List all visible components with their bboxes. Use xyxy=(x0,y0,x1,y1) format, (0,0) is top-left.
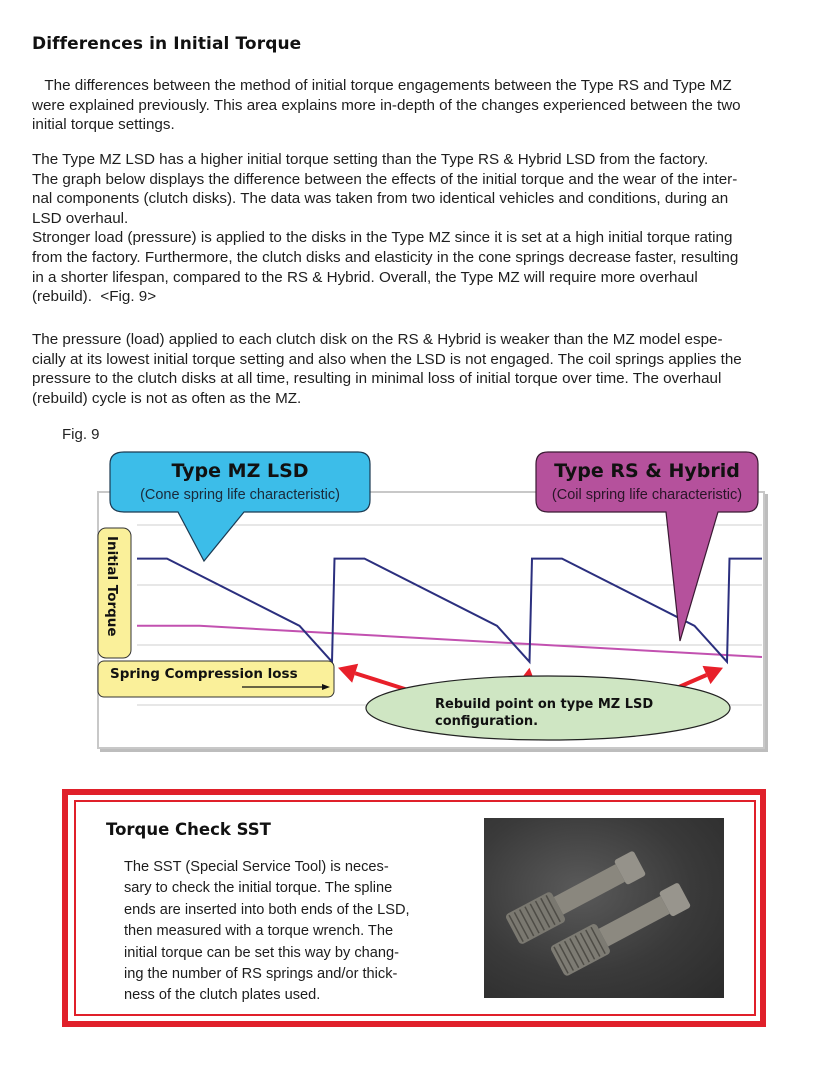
callout-title-mz: Type MZ LSD xyxy=(171,460,309,482)
text-line: ness of the clutch plates used. xyxy=(124,987,321,1004)
comparison-paragraph xyxy=(32,150,802,307)
callout-subtitle-rs: (Coil spring life characteristic) xyxy=(551,487,743,503)
text-line: in a shorter lifespan, compared to the RS & Hybrid. Overall, the Type MZ will require more overhaul xyxy=(32,268,698,286)
rebuild-annotation xyxy=(366,676,730,740)
text-line: The SST (Special Service Tool) is neces- xyxy=(124,859,389,875)
text-line: sary to check the initial torque. The spline xyxy=(124,880,393,897)
text-line: pressure to the clutch disks at all time, resulting in minimal loss of initial torque over time. The overhaul xyxy=(32,370,722,388)
text-line: (rebuild) cycle is not as often as the MZ. xyxy=(32,389,302,407)
intro-paragraph xyxy=(32,76,802,135)
rs-hybrid-paragraph xyxy=(32,330,802,408)
text-line: The pressure (load) applied to each clutch disk on the RS & Hybrid is weaker than the MZ model espe- xyxy=(32,331,723,348)
sst-description xyxy=(124,857,464,1007)
figure-label: Fig. 9 xyxy=(62,426,100,443)
y-axis-label: Initial Torque xyxy=(104,536,120,637)
text-line: nal components (clutch disks). The data was taken from two identical vehicles and conditions, during an xyxy=(32,190,729,208)
text-line: LSD overhaul. xyxy=(32,209,129,227)
x-axis-label-box xyxy=(98,661,334,697)
text-line: (rebuild). <Fig. 9> xyxy=(32,288,157,306)
text-line: ends are inserted into both ends of the LSD, xyxy=(124,901,410,918)
text-line: from the factory. Furthermore, the clutch disks and elasticity in the cone springs decrease faster, resulting xyxy=(32,248,739,266)
torque-tool-illustration-icon xyxy=(484,818,724,998)
sst-title: Torque Check SST xyxy=(106,820,271,839)
rebuild-annotation-line1: Rebuild point on type MZ LSD xyxy=(435,697,654,712)
page-title: Differences in Initial Torque xyxy=(32,34,302,54)
text-line: initial torque settings. xyxy=(32,116,175,134)
text-line: ing the number of RS springs and/or thick- xyxy=(124,966,398,983)
x-axis-label: Spring Compression loss xyxy=(110,666,298,682)
text-line: The Type MZ LSD has a higher initial torque setting than the Type RS & Hybrid LSD from the factory. xyxy=(32,151,709,168)
text-line: Stronger load (pressure) is applied to the disks in the Type MZ since it is set at a high initial torque rating xyxy=(32,229,733,247)
callout-title-rs: Type RS & Hybrid xyxy=(554,460,740,482)
text-line: then measured with a torque wrench. The xyxy=(124,923,394,940)
text-line: The graph below displays the difference between the effects of the initial torque and the wear of the inter- xyxy=(32,170,738,188)
callout-subtitle-mz: (Cone spring life characteristic) xyxy=(140,487,340,503)
text-line: initial torque can be set this way by chang- xyxy=(124,944,400,961)
sst-tool-photo xyxy=(484,818,724,998)
text-line: were explained previously. This area explains more in-depth of the changes experienced between the two xyxy=(32,96,741,114)
y-axis-label-box xyxy=(98,528,131,658)
text-line: The differences between the method of initial torque engagements between the Type RS and Type MZ xyxy=(32,77,732,94)
rebuild-annotation-line2: configuration. xyxy=(435,714,539,729)
text-line: cially at its lowest initial torque setting and also when the LSD is not engaged. The coil springs applies the xyxy=(32,350,742,368)
